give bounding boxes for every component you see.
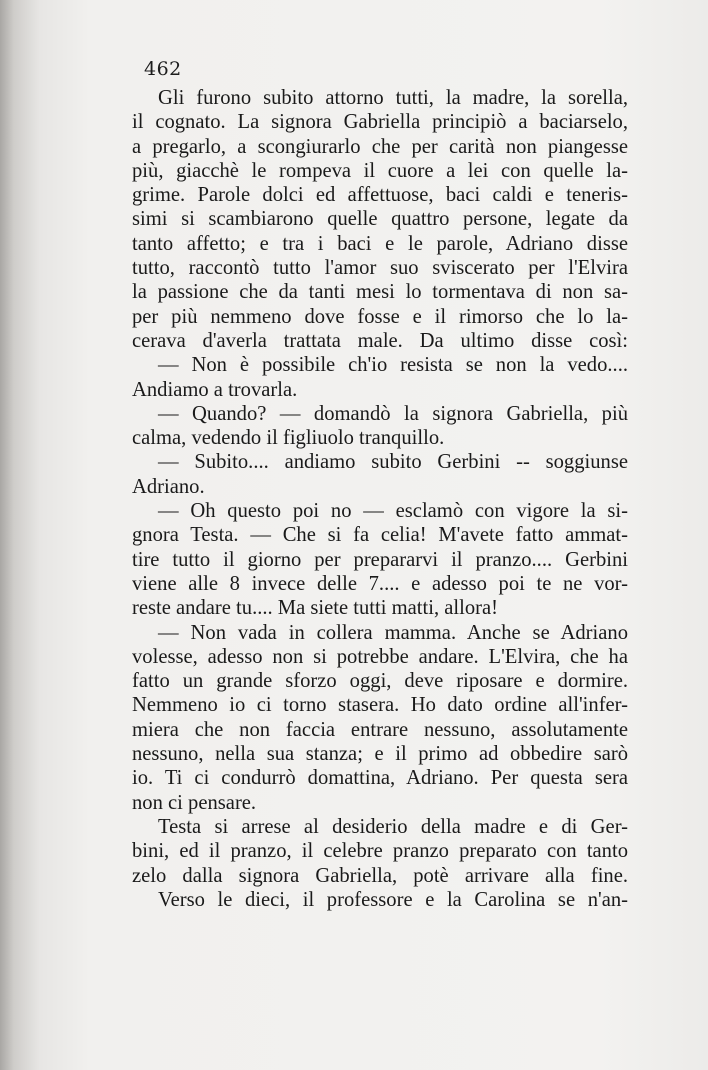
text-line: tutto, raccontò tutto l'amor suo sviscerato per l'Elvira: [132, 257, 628, 280]
text-line: miera che non faccia entrare nessuno, assolutamente: [132, 718, 628, 741]
text-line: non ci pensare.: [132, 791, 257, 814]
text-line: il cognato. La signora Gabriella principiò a baciarselo,: [132, 111, 628, 134]
text-line: Verso le dieci, il professore e la Carolina se n'an-: [158, 888, 628, 911]
text-line: Nemmeno io ci torno stasera. Ho dato ordine all'infer-: [132, 694, 628, 717]
text-line: Testa si arrese al desiderio della madre e di Ger-: [158, 815, 628, 838]
text-line: calma, vedendo il figliuolo tranquillo.: [132, 427, 445, 450]
text-line: — Subito.... andiamo subito Gerbini -- soggiunse: [158, 451, 628, 474]
text-line: Adriano.: [132, 475, 205, 498]
text-line: — Oh questo poi no — esclamò con vigore la si-: [158, 500, 628, 523]
text-line: Andiamo a trovarla.: [132, 378, 298, 401]
text-line: grime. Parole dolci ed affettuose, baci caldi e teneris-: [132, 184, 628, 207]
text-line: per più nemmeno dove fosse e il rimorso che lo la-: [132, 305, 628, 328]
text-line: — Non è possibile ch'io resista se non la vedo....: [158, 354, 628, 377]
text-line: cerava d'averla trattata male. Da ultimo disse così:: [132, 329, 628, 352]
text-line: a pregarlo, a scongiurarlo che per carità non piangesse: [132, 135, 628, 158]
text-line: viene alle 8 invece delle 7.... e adesso poi te ne vor-: [132, 572, 628, 595]
text-line: Gli furono subito attorno tutti, la madre, la sorella,: [158, 87, 628, 109]
text-line: — Non vada in collera mamma. Anche se Adriano: [158, 621, 628, 644]
page-number: 462: [144, 58, 182, 80]
text-line: nessuno, nella sua stanza; e il primo ad obbedire sarò: [132, 743, 628, 766]
text-line: simi si scambiarono quelle quattro persone, legate da: [132, 208, 628, 231]
text-line: fatto un grande sforzo oggi, deve riposare e dormire.: [132, 670, 628, 693]
text-line: reste andare tu.... Ma siete tutti matti, allora!: [132, 597, 498, 620]
text-line: volesse, adesso non si potrebbe andare. L'Elvira, che ha: [132, 645, 628, 668]
text-line: bini, ed il pranzo, il celebre pranzo preparato con tanto: [132, 840, 628, 863]
text-line: tire tutto il giorno per prepararvi il pranzo.... Gerbini: [132, 548, 628, 571]
text-line: la passione che da tanti mesi lo tormentava di non sa-: [132, 281, 628, 304]
text-line: tanto affetto; e tra i baci e le parole, Adriano disse: [132, 232, 628, 255]
text-line: zelo dalla signora Gabriella, potè arrivare alla fine.: [132, 864, 628, 887]
body-text: [132, 86, 628, 912]
text-line: più, giacchè le rompeva il cuore a lei con quelle la-: [132, 159, 628, 182]
text-line: gnora Testa. — Che si fa celia! M'avete fatto ammat-: [132, 524, 628, 547]
text-line: io. Ti ci condurrò domattina, Adriano. Per questa sera: [132, 767, 628, 790]
text-line: — Quando? — domandò la signora Gabriella, più: [158, 402, 628, 425]
